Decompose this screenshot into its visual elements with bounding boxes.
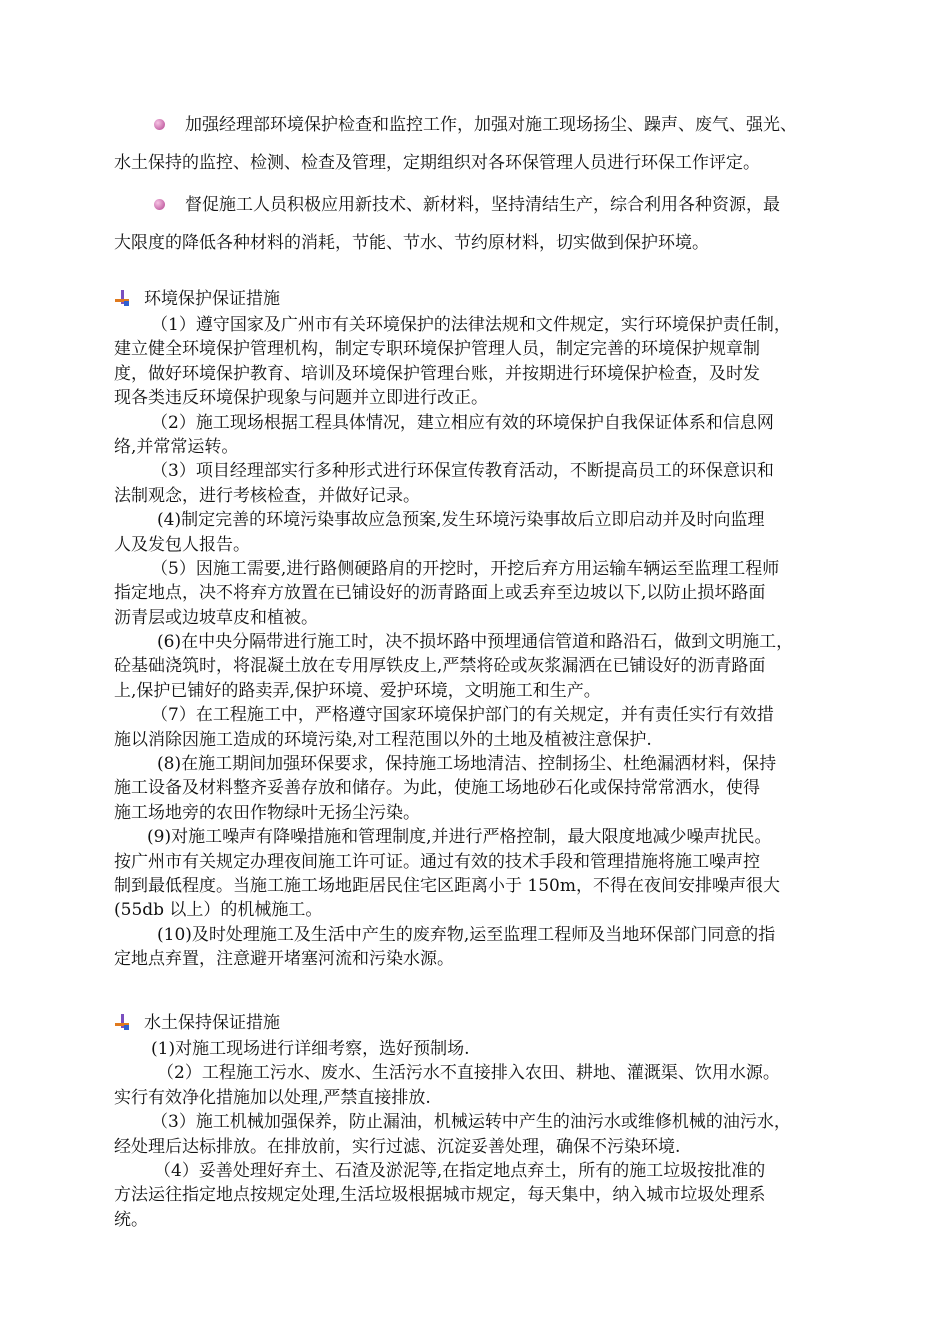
text-line: 建立健全环境保护管理机构，制定专职环境保护管理人员，制定完善的环境保护规章制 [114,339,760,360]
section-marker-icon [114,289,132,307]
text-line: (4)制定完善的环境污染事故应急预案,发生环境污染事故后立即启动并及时向监理 [157,510,765,531]
text-line: 方法运往指定地点按规定处理,生活垃圾根据城市规定，每天集中，纳入城市垃圾处理系 [114,1185,766,1206]
bullet-line: 加强经理部环境保护检查和监控工作，加强对施工现场扬尘、躁声、废气、强光、 [185,115,797,135]
text-line: 实行有效净化措施加以处理,严禁直接排放. [114,1087,431,1108]
section1-body [114,313,859,972]
section-title: 环境保护保证措施 [144,289,280,309]
text-line: （7）在工程施工中，严格遵守国家环境保护部门的有关规定，并有责任实行有效措 [151,705,774,726]
bullet-paragraph-1 [114,106,856,182]
text-line: （2）施工现场根据工程具体情况，建立相应有效的环境保护自我保证体系和信息网 [151,412,774,433]
section-title: 水土保持保证措施 [144,1013,280,1033]
text-line: (8)在施工期间加强环保要求，保持施工场地清洁、控制扬尘、杜绝漏洒材料，保持 [157,754,777,775]
text-line: 施工场地旁的农田作物绿叶无扬尘污染。 [114,802,420,823]
text-line: (9)对施工噪声有降噪措施和管理制度,并进行严格控制，最大限度地减少噪声扰民。 [147,827,772,848]
text-line: 上,保护已铺好的路卖弄,保护环境、爱护环境，文明施工和生产。 [114,680,601,701]
text-line: (1)对施工现场进行详细考察，选好预制场. [151,1039,470,1059]
text-line: 施工设备及材料整齐妥善存放和储存。为此，使施工场地砂石化或保持常常洒水，使得 [114,778,760,799]
text-line: 络,并常常运转。 [114,436,239,457]
text-line: （2）工程施工污水、废水、生活污水不直接排入农田、耕地、灌溉渠、饮用水源。 [157,1063,780,1084]
bullet-paragraph-2 [114,186,856,262]
text-line: 度，做好环境保护教育、培训及环境保护管理台账，并按期进行环境保护检查，及时发 [114,363,760,384]
section-heading-environment [114,287,280,311]
bullet-line: 水土保持的监控、检测、检查及管理，定期组织对各环保管理人员进行环保工作评定。 [114,153,760,173]
text-line: (10)及时处理施工及生活中产生的废弃物,运至监理工程师及当地环保部门同意的指 [157,924,776,945]
text-line: 施以消除因施工造成的环境污染,对工程范围以外的土地及植被注意保护. [114,729,652,750]
bullet-line: 督促施工人员积极应用新技术、新材料，坚持清结生产，综合利用各种资源，最 [185,195,780,215]
text-line: （4）妥善处理好弃土、石渣及淤泥等,在指定地点弃土，所有的施工垃圾按批准的 [154,1160,766,1181]
text-line: （3）项目经理部实行多种形式进行环保宣传教育活动，不断提高员工的环保意识和 [151,461,774,482]
text-line: （1）遵守国家及广州市有关环境保护的法律法规和文件规定，实行环境保护责任制， [151,315,791,335]
bullet-line: 大限度的降低各种材料的消耗，节能、节水、节约原材料，切实做到保护环境。 [114,233,709,253]
text-line: (6)在中央分隔带进行施工时，决不损坏路中预埋通信管道和路沿石，做到文明施工， [157,632,794,653]
text-line: 指定地点，决不将弃方放置在已铺设好的沥青路面上或丢弃至边坡以下,以防止损坏路面 [114,583,766,604]
text-line: 经处理后达标排放。在排放前，实行过滤、沉淀妥善处理，确保不污染环境. [114,1136,681,1157]
text-line: 砼基础浇筑时，将混凝土放在专用厚铁皮上,严禁将砼或灰浆漏洒在已铺设好的沥青路面 [114,656,766,677]
text-line: 沥青层或边坡草皮和植被。 [114,607,318,628]
text-line: 制到最低程度。当施工施工场地距居民住宅区距离小于 150m，不得在夜间安排噪声很大 [114,875,780,896]
text-line: （3）施工机械加强保养，防止漏油，机械运转中产生的油污水或维修机械的油污水， [151,1112,791,1133]
text-line: 现各类违反环境保护现象与问题并立即进行改正。 [114,388,488,409]
text-line: 定地点弃置，注意避开堵塞河流和污染水源。 [114,949,454,970]
section2-body [114,1037,859,1232]
section-marker-icon [114,1013,132,1031]
text-line: 统。 [114,1209,148,1230]
section-heading-water-soil [114,1011,280,1035]
text-line: (55db 以上）的机械施工。 [114,900,323,921]
text-line: 按广州市有关规定办理夜间施工许可证。通过有效的技术手段和管理措施将施工噪声控 [114,851,760,872]
text-line: 人及发包人报告。 [114,534,250,555]
text-line: 法制观念，进行考核检查，并做好记录。 [114,485,420,506]
text-line: （5）因施工需要,进行路侧硬路肩的开挖时，开挖后弃方用运输车辆运至监理工程师 [151,558,780,579]
